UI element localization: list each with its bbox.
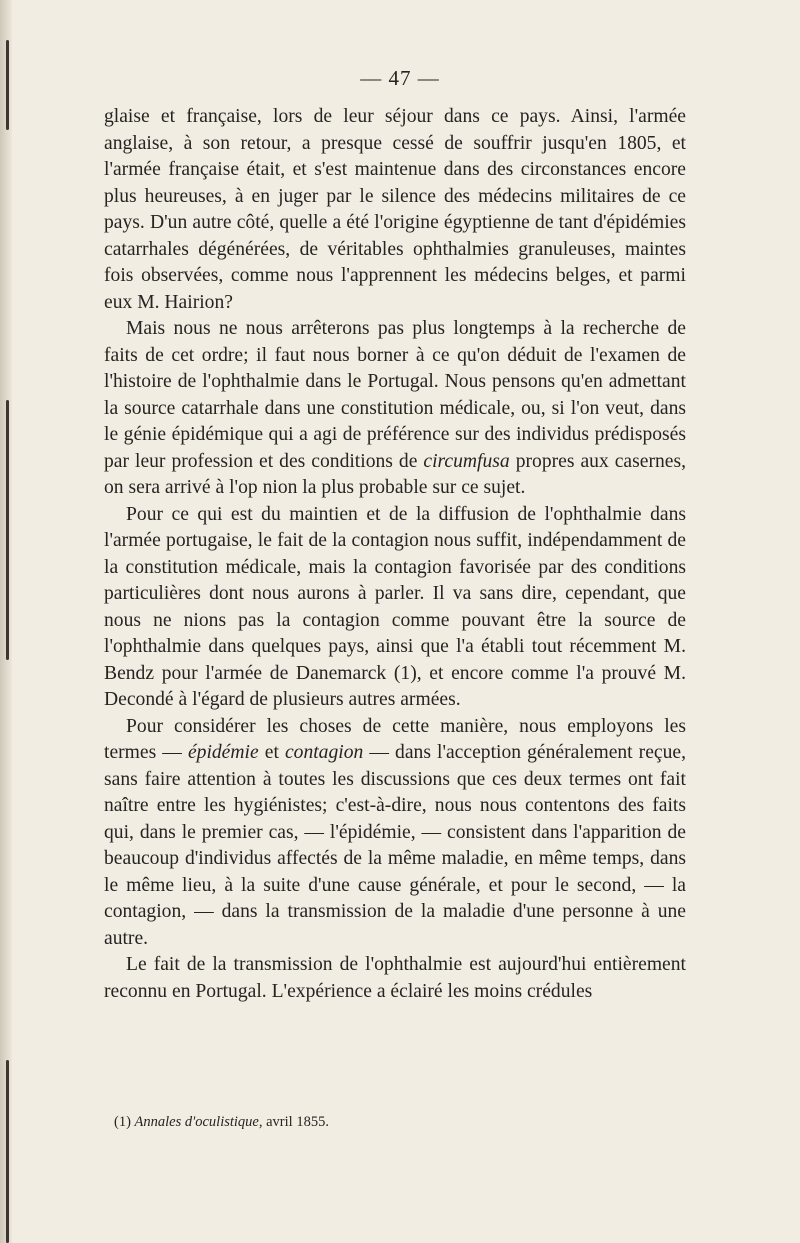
- footnote: [104, 1113, 696, 1131]
- paragraph-4-end: — dans l'acception généralement reçue, sans faire attention à toutes les discussions que ces deux termes ont fait naître entre les hygiénistes; c'est-à-dire, nous nous contentons des faits qui, dans le premier cas, — l'épidémie, — consistent dans l'apparition de beaucoup d'individus affectés de la même maladie, en même temps, dans le même lieu, à la suite d'une cause générale, et pour le second, — la contagion, — dans la transmission de la maladie d'une personne à une autre.: [104, 742, 686, 949]
- paragraph-1: glaise et française, lors de leur séjour dans ce pays. Ainsi, l'armée anglaise, à son retour, a presque cessé de souffrir jusqu'en 1805, et l'armée française était, et s'est maintenue dans des circonstances encore plus heureuses, à en juger par le silence des médecins militaires de ce pays. D'un autre côté, quelle a été l'origine égyptienne de tant d'épidémies catarrhales dégénérées, de véritables ophthalmies granuleuses, maintes fois observées, comme nous l'apprennent les médecins belges, et parmi eux M. Hairion?: [104, 106, 686, 313]
- italic-term-epidemie: épidémie: [187, 742, 259, 763]
- paragraph-3: Pour ce qui est du maintien et de la diffusion de l'ophthalmie dans l'armée portugaise, le fait de la contagion nous suffit, indépendamment de la constitution médicale, mais la contagion favorisée par des conditions particulières dont nous aurons à parler. Il va sans dire, cependant, que nous ne nions pas la contagion comme pouvant être la source de l'ophthalmie dans quelques pays, ainsi que l'a établi tout récemment M. Bendz pour l'armée de Danemarck (1), et encore comme l'a prouvé M. Decondé à l'égard de plusieurs autres armées.: [104, 503, 686, 710]
- paragraph-5: Le fait de la transmission de l'ophthalmie est aujourd'hui entièrement reconnu en Portugal. L'expérience a éclairé les moins crédules: [104, 954, 686, 1002]
- body-text: [104, 104, 686, 1005]
- paragraph-2-start: Mais nous ne nous arrêterons pas plus longtemps à la recherche de faits de cet ordre; il faut nous borner à ce qu'on déduit de l'examen de l'histoire de l'ophthalmie dans le Portugal. Nous pensons qu'en admettant la source catarrhale dans une constitution médicale, ou, si l'on veut, dans le génie épidémique qui a agi de préférence sur des individus prédisposés par leur profession et des conditions de: [104, 318, 686, 472]
- italic-term-contagion: contagion: [284, 742, 364, 763]
- footnote-marker: (1): [114, 1114, 131, 1130]
- spine-mark: [6, 400, 9, 660]
- footnote-journal-title: Annales d'oculistique,: [134, 1114, 263, 1130]
- paragraph-4-start: Pour considérer les choses de cette manière, nous employons les termes —: [104, 715, 686, 763]
- paragraph-4: [104, 714, 686, 953]
- italic-term-circumfusa: circumfusa: [423, 450, 510, 472]
- footnote-date: avril 1855.: [266, 1114, 329, 1130]
- paragraph-2: [104, 316, 686, 502]
- paragraph-2-end: propres aux casernes, on sera arrivé à l'op nion la plus probable sur ce sujet.: [104, 450, 686, 498]
- book-spine-edge: [0, 0, 12, 1243]
- page-number: — 47 —: [360, 66, 440, 90]
- paragraph-4-conjunction: et: [264, 742, 279, 763]
- spine-mark: [6, 1060, 9, 1243]
